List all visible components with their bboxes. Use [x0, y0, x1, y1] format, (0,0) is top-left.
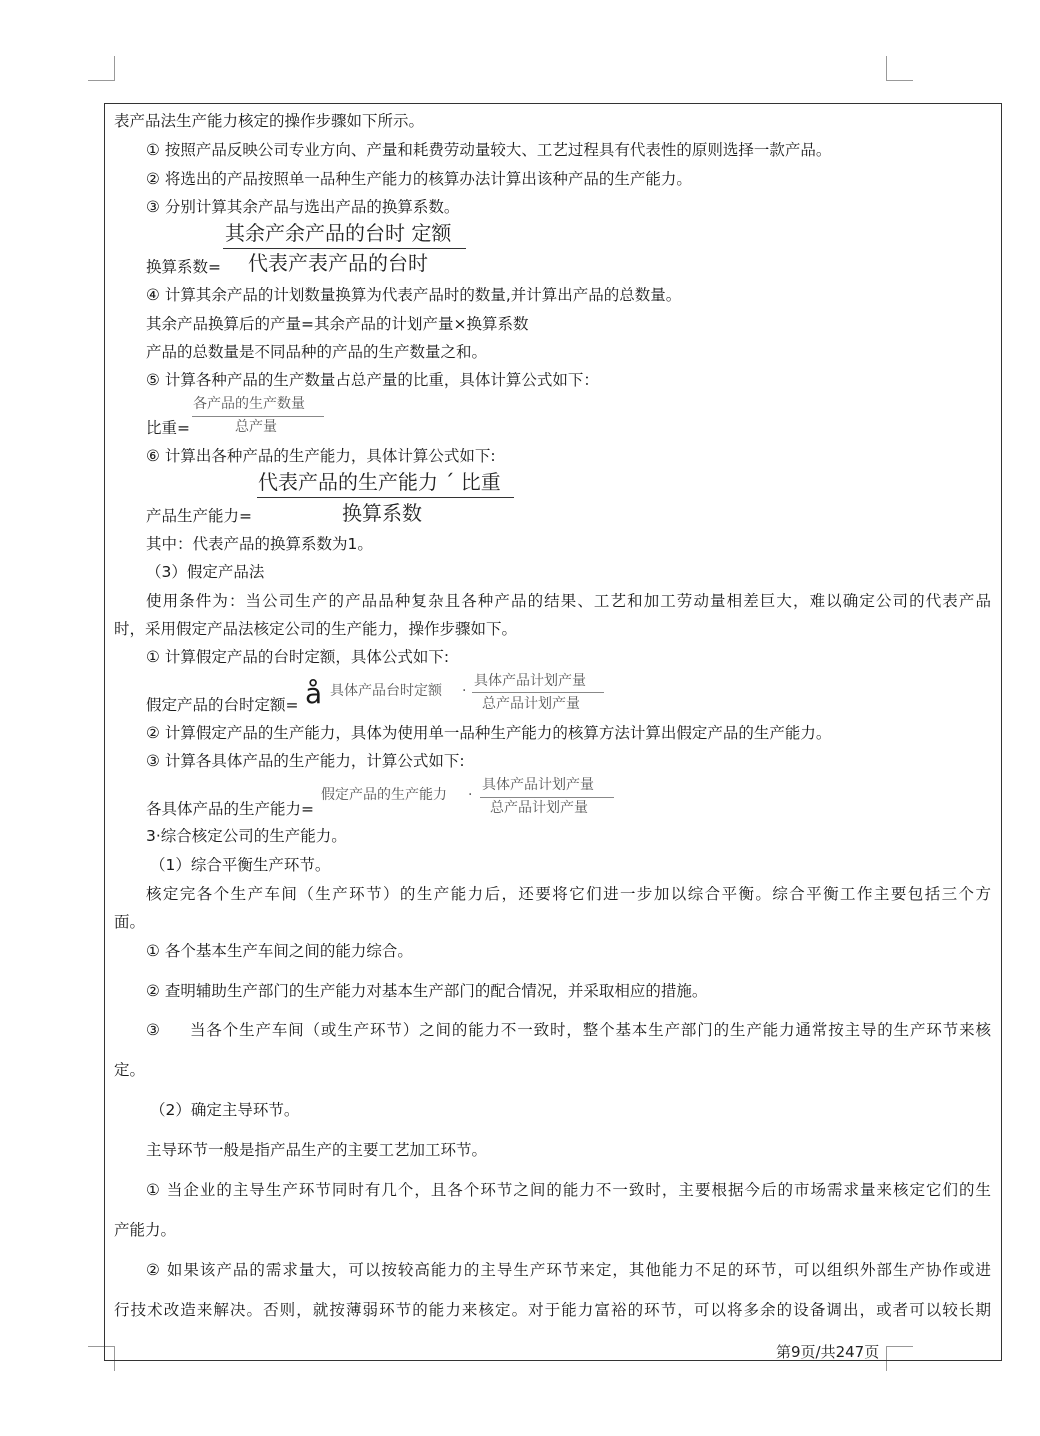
paragraph: 其中：代表产品的换算系数为1。: [146, 535, 373, 553]
list-item: ① 当企业的主导生产环节同时有几个，且各个环节之间的能力不一致时，主要根据今后的市场需求量来核定它们的生: [146, 1181, 991, 1199]
paragraph: 表产品法生产能力核定的操作步骤如下所示。: [114, 112, 425, 130]
fraction-bar: [257, 497, 514, 498]
list-item: ② 查明辅助生产部门的生产能力对基本生产部门的配合情况，并采取相应的措施。: [146, 982, 708, 1000]
crop-mark: [886, 56, 913, 81]
formula-label: 比重=: [146, 419, 190, 437]
section-heading: 3·综合核定公司的生产能力。: [146, 827, 347, 845]
paragraph: 时，采用假定产品法核定公司的生产能力，操作步骤如下。: [114, 620, 518, 638]
formula-label: 各具体产品的生产能力=: [146, 800, 314, 818]
step-5: ⑤ 计算各种产品的生产数量占总产量的比重，具体计算公式如下：: [146, 371, 599, 389]
formula-numerator: 其余产余产品的台时 定额: [225, 221, 452, 245]
paragraph: 定。: [114, 1061, 146, 1079]
section-heading: （3）假定产品法: [146, 563, 265, 581]
step-3: ③ 计算各具体产品的生产能力，计算公式如下:: [146, 752, 465, 770]
formula-denominator: 总产品计划产量: [490, 800, 588, 816]
formula-label: 产品生产能力=: [146, 507, 252, 525]
formula-denominator: 换算系数: [342, 501, 422, 525]
step-4: ④ 计算其余产品的计划数量换算为代表产品时的数量,并计算出产品的总数量。: [146, 286, 682, 304]
list-item: 当各个生产车间（或生产环节）之间的能力不一致时，整个基本生产部门的生产能力通常按主导的生产环节来核: [190, 1021, 991, 1039]
step-2: ② 计算假定产品的生产能力，具体为使用单一品种生产能力的核算方法计算出假定产品的生产能力。: [146, 724, 832, 742]
step-1: ① 按照产品反映公司专业方向、产量和耗费劳动量较大、工艺过程具有代表性的原则选择一款产品。: [146, 141, 832, 159]
formula-term: 假定产品的生产能力: [321, 787, 447, 803]
multiply-operator: ·: [468, 787, 473, 803]
step-3: ③ 分别计算其余产品与选出产品的换算系数。: [146, 198, 460, 216]
list-item: ① 各个基本生产车间之间的能力综合。: [146, 942, 413, 960]
fraction-bar: [480, 797, 614, 798]
formula-numerator: 具体产品计划产量: [474, 673, 586, 689]
formula-label: 假定产品的台时定额=: [146, 696, 299, 714]
paragraph: 主导环节一般是指产品生产的主要工艺加工环节。: [146, 1141, 488, 1159]
section-heading: （2）确定主导环节。: [150, 1101, 300, 1119]
multiply-operator: ·: [462, 683, 467, 699]
fraction-bar: [472, 692, 604, 693]
fraction-bar: [192, 416, 324, 417]
paragraph: 其余产品换算后的产量=其余产品的计划产量×换算系数: [146, 315, 529, 333]
formula-denominator: 总产量: [235, 419, 277, 435]
summation-symbol: å: [305, 677, 323, 710]
list-item: ② 如果该产品的需求量大，可以按较高能力的主导生产环节来定，其他能力不足的环节，可以组织外部生产协作或进: [146, 1261, 991, 1279]
page-number: 第9页/共247页: [776, 1343, 880, 1361]
formula-label: 换算系数=: [146, 258, 221, 276]
formula-denominator: 总产品计划产量: [482, 696, 580, 712]
formula-term: 具体产品台时定额: [330, 683, 442, 699]
paragraph: 产能力。: [114, 1221, 177, 1239]
paragraph: 面。: [114, 913, 146, 931]
step-2: ② 将选出的产品按照单一品种生产能力的核算办法计算出该种产品的生产能力。: [146, 170, 692, 188]
formula-numerator: 具体产品计划产量: [482, 777, 594, 793]
paragraph: 产品的总数量是不同品种的产品的生产数量之和。: [146, 343, 488, 361]
paragraph: 核定完各个生产车间（生产环节）的生产能力后，还要将它们进一步加以综合平衡。综合平衡工作主要包括三个方: [146, 885, 991, 903]
fraction-bar: [223, 248, 466, 249]
paragraph: 使用条件为：当公司生产的产品品种复杂且各种产品的结果、工艺和加工劳动量相差巨大，难以确定公司的代表产品: [146, 592, 991, 610]
formula-denominator: 代表产表产品的台时: [248, 251, 428, 275]
section-heading: （1）综合平衡生产环节。: [150, 856, 331, 874]
step-1: ① 计算假定产品的台时定额，具体公式如下:: [146, 648, 450, 666]
paragraph: 行技术改造来解决。否则，就按薄弱环节的能力来核定。对于能力富裕的环节，可以将多余的设备调出，或者可以较长期: [114, 1301, 991, 1319]
formula-numerator: 代表产品的生产能力 ´ 比重: [258, 470, 501, 494]
list-number: ③: [146, 1021, 160, 1039]
formula-numerator: 各产品的生产数量: [193, 396, 305, 412]
step-6: ⑥ 计算出各种产品的生产能力，具体计算公式如下:: [146, 447, 496, 465]
crop-mark: [88, 56, 115, 81]
